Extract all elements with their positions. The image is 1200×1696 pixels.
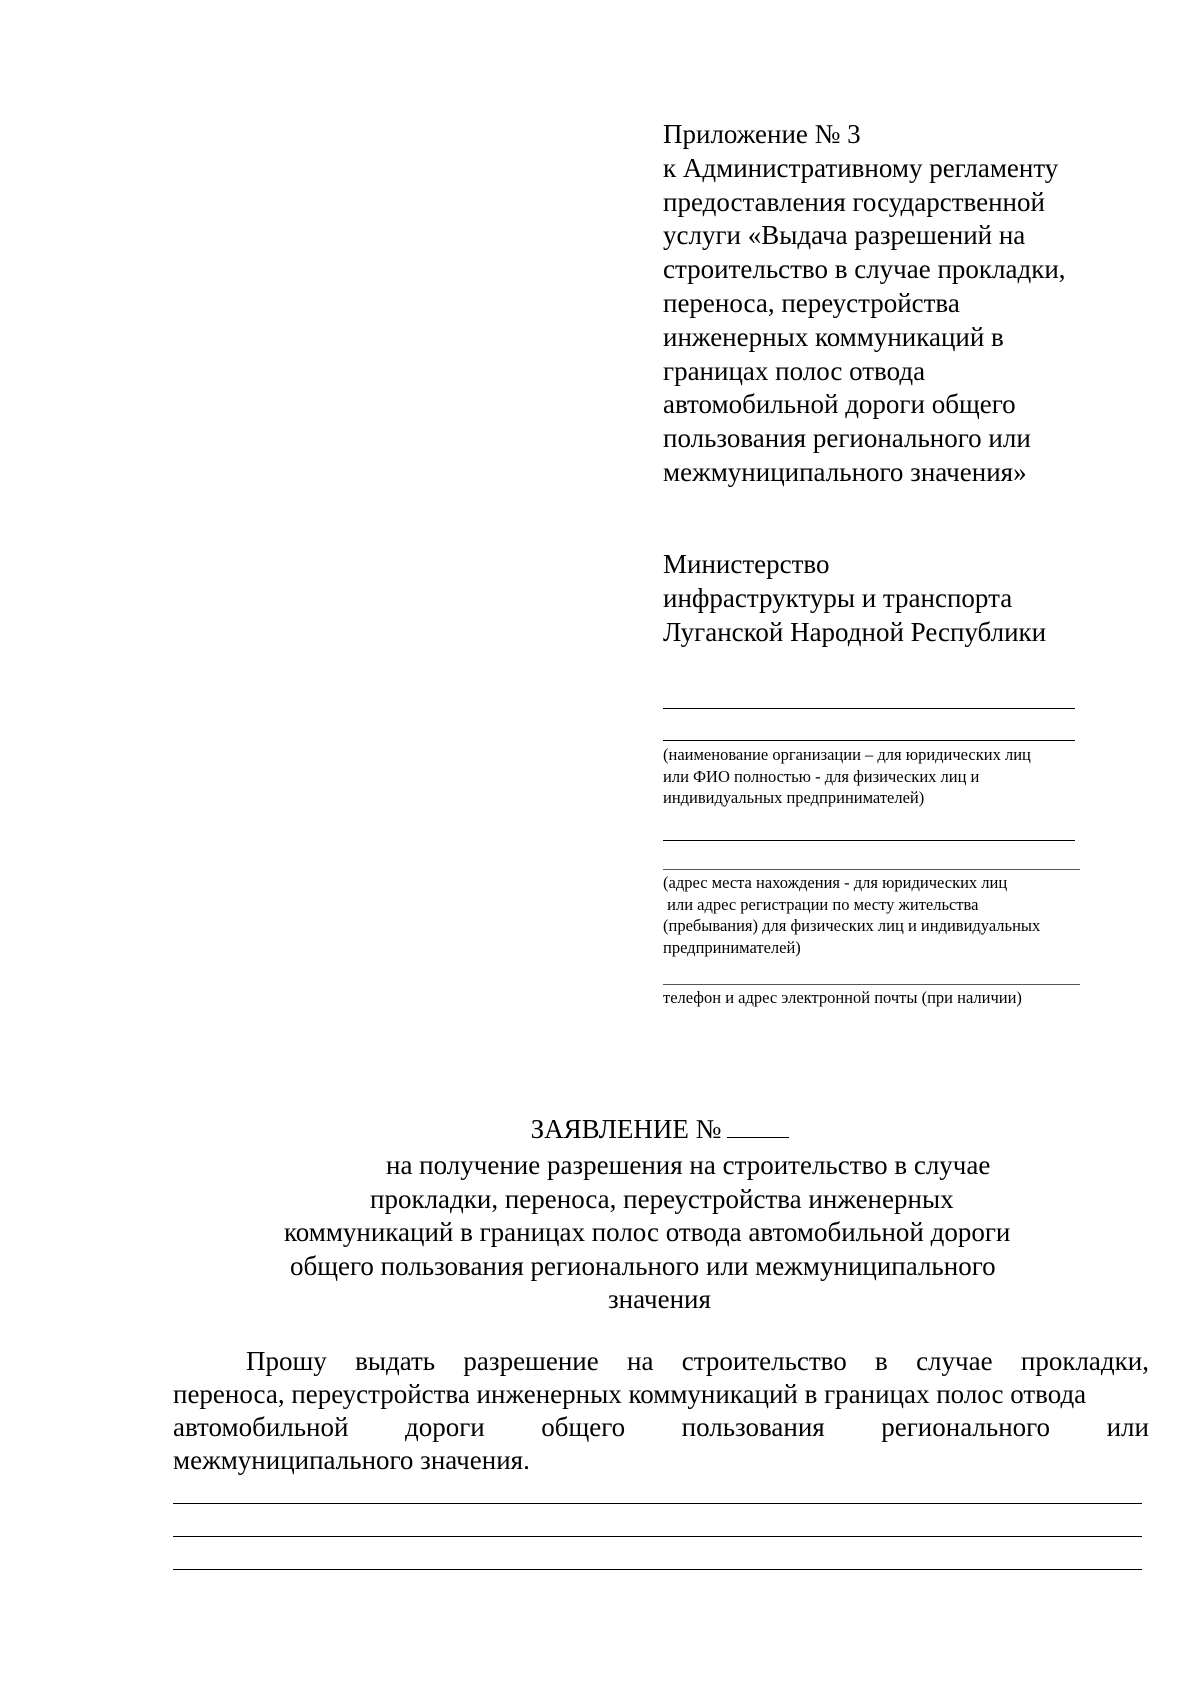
statement-number-field[interactable] [727,1113,789,1138]
appendix-line: предоставления государственной [663,186,1045,217]
word: регионального [881,1412,1051,1442]
applicant-name-line-1[interactable] [663,708,1075,709]
statement-title-text: ЗАЯВЛЕНИЕ № [530,1114,722,1144]
subtitle-line: прокладки, переноса, переустройства инженерных [370,1184,954,1214]
paragraph-line-1 [173,1345,1149,1378]
word: выдать [355,1346,436,1376]
appendix-line: услуги «Выдача разрешений на [663,220,1026,251]
subtitle-line: коммуникаций в границах полос отвода автомобильной дороги [284,1217,1011,1247]
word: Прошу [246,1346,327,1376]
applicant-contact-hint: телефон и адрес электронной почты (при наличии) [663,988,1022,1007]
ministry-line: инфраструктуры и транспорта [663,582,1013,613]
subtitle-line: на получение разрешения на строительство в случае [386,1150,991,1180]
ministry-line: Луганской Народной Республики [663,616,1047,647]
appendix-line: переноса, переустройства [663,287,960,318]
blank-fill-line-2[interactable] [173,1536,1142,1537]
applicant-address-hint [663,872,1040,958]
word: или [1106,1412,1149,1442]
applicant-name-hint [663,744,1031,809]
hint-line: (наименование организации – для юридических лиц [663,745,1031,764]
hint-line: индивидуальных предпринимателей) [663,788,925,807]
applicant-address-line-2[interactable] [663,869,1080,870]
applicant-contact-line[interactable] [663,984,1080,985]
appendix-header [663,118,1143,490]
request-paragraph [173,1345,1149,1477]
appendix-line: пользования регионального или [663,423,1031,454]
word: автомобильной [173,1412,349,1442]
appendix-line: инженерных коммуникаций в [663,321,1004,352]
subtitle-line: общего пользования регионального или межмуниципального [290,1251,996,1281]
appendix-line: границах полос отвода [663,355,926,386]
paragraph-line-3 [173,1411,1149,1444]
word: общего [541,1412,626,1442]
paragraph-line-4: межмуниципального значения. [173,1445,530,1475]
word: прокладки, [1020,1346,1149,1376]
word: дороги [404,1412,485,1442]
appendix-line: Приложение № 3 [663,119,861,149]
hint-line: (пребывания) для физических лиц и индивидуальных [663,916,1041,935]
subtitle-line: значения [608,1284,711,1314]
appendix-line: автомобильной дороги общего [663,389,1016,420]
appendix-line: межмуниципального значения» [663,456,1027,487]
word: на [627,1346,654,1376]
appendix-line: строительство в случае прокладки, [663,254,1066,285]
statement-title [0,1113,1200,1146]
applicant-address-line-1[interactable] [663,840,1075,841]
word: пользования [681,1412,825,1442]
ministry-line: Министерство [663,549,830,579]
hint-line: или ФИО полностью - для физических лиц и [663,766,980,786]
ministry-addressee [663,548,1143,649]
appendix-line: к Административному регламенту [663,152,1059,183]
hint-line: или адрес регистрации по месту жительства [663,894,979,914]
applicant-name-line-2[interactable] [663,740,1075,741]
blank-fill-line-3[interactable] [173,1569,1142,1570]
hint-line: (адрес места нахождения - для юридических лиц [663,873,1008,892]
word: в [875,1346,888,1376]
word: случае [916,1346,993,1376]
word: строительство [681,1346,847,1376]
paragraph-line-2: переноса, переустройства инженерных коммуникаций в границах полос отвода [173,1379,1087,1409]
hint-line: предпринимателей) [663,937,801,957]
blank-fill-line-1[interactable] [173,1503,1142,1504]
word: разрешение [463,1346,599,1376]
